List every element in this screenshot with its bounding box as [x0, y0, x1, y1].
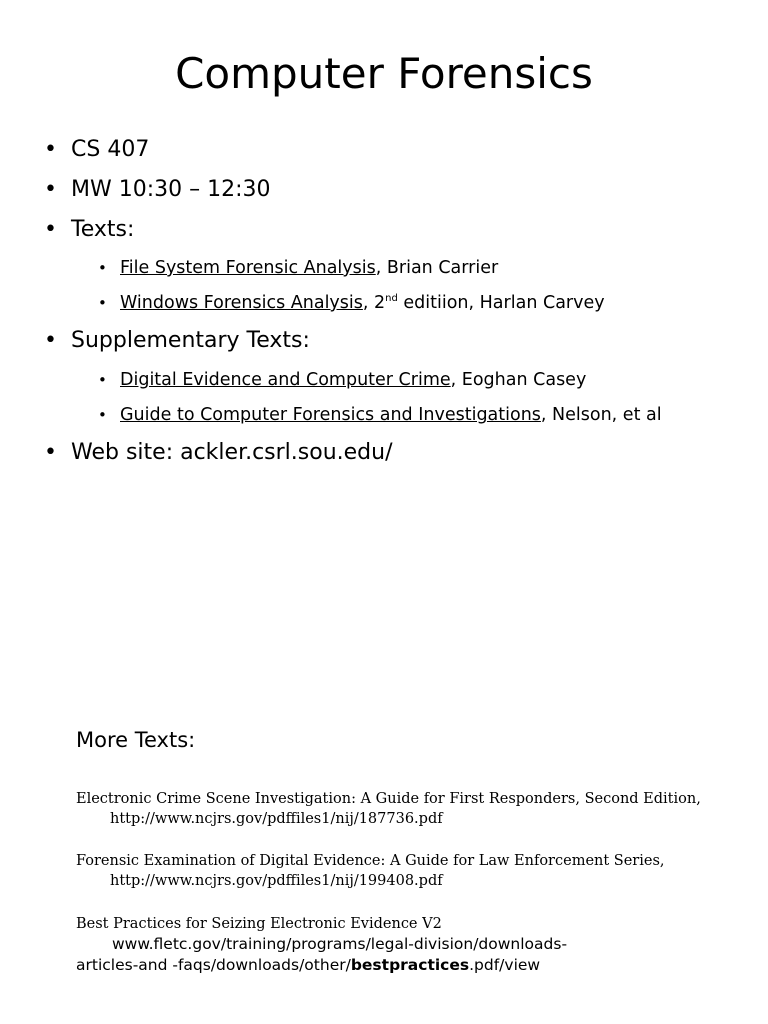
- bullet-icon: •: [98, 371, 107, 389]
- bullet-icon: •: [44, 328, 57, 353]
- bullet-supplementary: • Supplementary Texts:: [44, 328, 310, 353]
- reference-2: Forensic Examination of Digital Evidence: A Guide for Law Enforcement Series, http://www.ncjrs.gov/pdffiles1/nij/199408.pdf: [76, 853, 665, 889]
- supp-item-1: • Digital Evidence and Computer Crime, Eoghan Casey: [98, 370, 587, 390]
- reference-url[interactable]: http://www.ncjrs.gov/pdffiles1/nij/187736.pdf: [110, 811, 443, 827]
- bullet-texts: • Texts:: [44, 217, 135, 242]
- bullet-icon: •: [98, 406, 107, 424]
- bullet-icon: •: [44, 217, 57, 242]
- supp-item-2: • Guide to Computer Forensics and Investigations, Nelson, et al: [98, 405, 662, 425]
- slide-title: Computer Forensics: [175, 49, 593, 98]
- reference-1: Electronic Crime Scene Investigation: A Guide for First Responders, Second Edition, http://www.ncjrs.gov/pdffiles1/nij/187736.pdf: [76, 791, 701, 827]
- bullet-icon: •: [44, 177, 57, 202]
- bullet-icon: •: [98, 294, 107, 312]
- book-title-link[interactable]: Guide to Computer Forensics and Investigations: [120, 405, 541, 425]
- bullet-schedule: • MW 10:30 – 12:30: [44, 177, 271, 202]
- bullet-icon: •: [98, 259, 107, 277]
- bullet-icon: •: [44, 440, 57, 465]
- bullet-course: • CS 407: [44, 137, 150, 162]
- text-item-1: • File System Forensic Analysis, Brian Carrier: [98, 258, 499, 278]
- reference-3: Best Practices for Seizing Electronic Evidence V2 www.fletc.gov/training/programs/legal-division/downloads- articles-and -faqs/downloads/other/bestpractices.pdf/view: [76, 914, 756, 976]
- bullet-website: • Web site: ackler.csrl.sou.edu/: [44, 440, 393, 465]
- book-title-link[interactable]: File System Forensic Analysis: [120, 258, 376, 278]
- bullet-icon: •: [44, 137, 57, 162]
- book-title-link[interactable]: Digital Evidence and Computer Crime: [120, 370, 451, 390]
- reference-url[interactable]: http://www.ncjrs.gov/pdffiles1/nij/199408.pdf: [110, 873, 443, 889]
- reference-url[interactable]: www.fletc.gov/training/programs/legal-division/downloads- articles-and -faqs/downloads/other/bestpractices.pdf/view: [76, 935, 568, 974]
- more-texts-heading: More Texts:: [76, 728, 196, 752]
- text-item-2: • Windows Forensics Analysis, 2nd editiion, Harlan Carvey: [98, 293, 605, 313]
- book-title-link[interactable]: Windows Forensics Analysis: [120, 293, 363, 313]
